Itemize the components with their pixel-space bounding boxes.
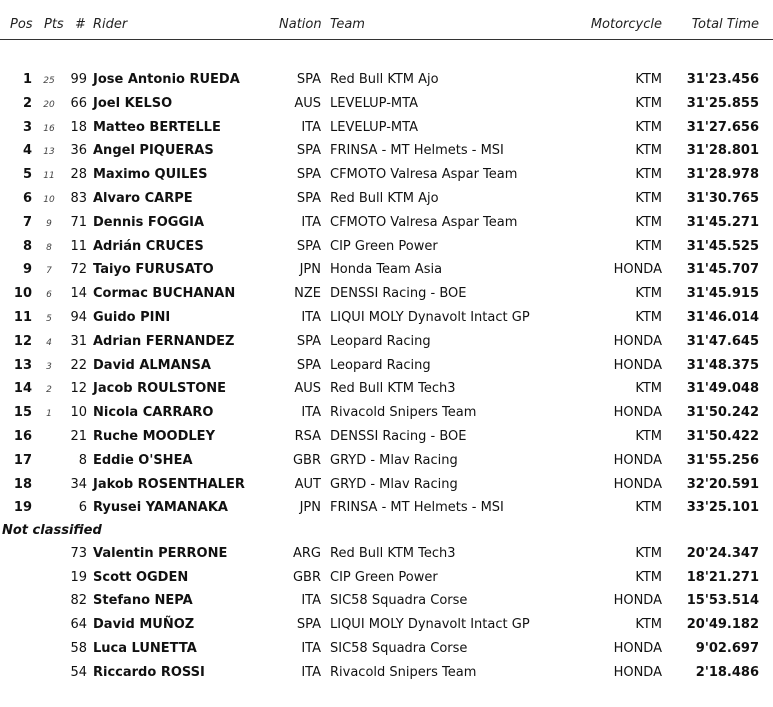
row-total-time: 31'23.456 (686, 72, 759, 87)
row-position: 18 (13, 476, 32, 492)
row-rider-name: Nicola CARRARO (93, 405, 214, 421)
row-bike-number: 58 (70, 640, 87, 656)
row-team: Red Bull KTM Ajo (330, 191, 439, 206)
row-team: LEVELUP-MTA (330, 95, 418, 111)
row-nation: SPA (296, 191, 321, 206)
row-position: 11 (13, 310, 32, 325)
row-motorcycle: KTM (635, 546, 662, 561)
row-bike-number: 18 (70, 119, 87, 135)
row-rider-name: Alvaro CARPE (93, 191, 193, 206)
row-bike-number: 14 (70, 286, 87, 302)
row-rider-name: Scott OGDEN (93, 569, 189, 585)
row-rider-name: Adrian FERNANDEZ (93, 333, 235, 349)
row-motorcycle: KTM (635, 191, 662, 206)
row-points: 16 (43, 123, 55, 134)
row-rider-name: David MUÑOZ (93, 617, 195, 633)
row-team: CIP Green Power (330, 569, 438, 585)
row-nation: RSA (294, 429, 321, 444)
row-bike-number: 31 (70, 333, 87, 349)
row-nation: ARG (293, 546, 321, 561)
row-team: Red Bull KTM Ajo (330, 72, 439, 87)
not-classified-label: Not classified (2, 523, 102, 538)
row-nation: GBR (292, 569, 321, 585)
row-team: CIP Green Power (330, 238, 438, 254)
row-bike-number: 12 (70, 381, 87, 397)
row-total-time: 15'53.514 (686, 593, 759, 609)
row-rider-name: Guido PINI (93, 310, 171, 325)
row-team: LEVELUP-MTA (330, 119, 418, 135)
row-motorcycle: KTM (635, 214, 662, 230)
row-motorcycle: KTM (635, 238, 662, 254)
row-bike-number: 22 (70, 357, 87, 373)
header-number: # (75, 17, 86, 32)
row-total-time: 31'27.656 (686, 119, 759, 135)
row-position: 13 (13, 357, 32, 373)
row-nation: SPA (296, 72, 321, 87)
row-team: Red Bull KTM Tech3 (330, 546, 456, 561)
table-row (0, 308, 773, 330)
row-bike-number: 28 (70, 167, 87, 183)
row-nation: ITA (301, 310, 321, 325)
row-position: 12 (13, 333, 32, 349)
table-row (0, 237, 773, 259)
row-team: Rivacold Snipers Team (330, 664, 477, 680)
header-divider (0, 39, 773, 40)
table-row (0, 213, 773, 235)
row-motorcycle: HONDA (613, 357, 662, 373)
row-motorcycle: HONDA (613, 664, 662, 680)
row-motorcycle: KTM (635, 167, 662, 183)
row-motorcycle: KTM (635, 500, 662, 516)
row-rider-name: Ryusei YAMANAKA (93, 500, 228, 516)
row-nation: ITA (301, 593, 321, 609)
table-row (0, 70, 773, 92)
row-rider-name: Luca LUNETTA (93, 640, 197, 656)
row-nation: JPN (299, 500, 321, 516)
row-bike-number: 99 (70, 72, 87, 87)
row-motorcycle: KTM (635, 143, 662, 159)
row-total-time: 31'45.525 (686, 238, 759, 254)
table-row (0, 544, 773, 566)
row-motorcycle: HONDA (613, 333, 662, 349)
row-rider-name: Dennis FOGGIA (93, 214, 205, 230)
row-points: 9 (46, 218, 52, 229)
row-nation: ITA (301, 640, 321, 656)
row-nation: SPA (296, 167, 321, 183)
row-total-time: 20'49.182 (686, 617, 759, 633)
row-position: 8 (22, 238, 32, 254)
row-points: 4 (46, 337, 52, 348)
row-points: 10 (43, 195, 55, 205)
row-team: CFMOTO Valresa Aspar Team (330, 167, 518, 183)
table-row (0, 260, 773, 282)
header-rider: Rider (93, 17, 128, 32)
row-nation: AUT (294, 476, 321, 492)
row-position: 6 (22, 191, 32, 206)
row-motorcycle: KTM (635, 569, 662, 585)
row-total-time: 31'49.048 (686, 381, 759, 397)
header-pos: Pos (10, 17, 33, 32)
row-points: 7 (46, 266, 52, 277)
row-rider-name: Maximo QUILES (93, 167, 208, 183)
row-nation: ITA (301, 214, 321, 230)
row-bike-number: 72 (70, 262, 87, 278)
row-nation: AUS (294, 381, 321, 397)
row-total-time: 31'28.801 (686, 143, 759, 159)
row-motorcycle: KTM (635, 617, 662, 633)
row-motorcycle: HONDA (613, 640, 662, 656)
row-team: Honda Team Asia (330, 262, 443, 278)
row-nation: SPA (296, 617, 321, 633)
row-points: 13 (43, 147, 55, 158)
row-total-time: 31'28.978 (686, 167, 759, 183)
table-row (0, 591, 773, 613)
row-nation: SPA (296, 143, 321, 159)
row-rider-name: Joel KELSO (93, 95, 173, 111)
row-total-time: 31'45.915 (686, 286, 759, 302)
row-total-time: 31'30.765 (686, 191, 759, 206)
row-motorcycle: KTM (635, 310, 662, 325)
row-motorcycle: KTM (635, 119, 662, 135)
row-team: SIC58 Squadra Corse (330, 593, 468, 609)
row-position: 17 (13, 452, 32, 468)
row-position: 3 (22, 119, 32, 135)
row-bike-number: 73 (70, 546, 87, 561)
row-total-time: 2'18.486 (695, 664, 759, 680)
header-motorcycle: Motorcycle (590, 17, 662, 32)
row-total-time: 31'46.014 (686, 310, 759, 325)
row-total-time: 31'55.256 (686, 452, 759, 468)
row-points: 11 (43, 171, 55, 182)
row-bike-number: 36 (70, 143, 87, 159)
row-nation: NZE (294, 286, 321, 302)
row-points: 8 (46, 242, 52, 253)
row-bike-number: 66 (70, 95, 87, 111)
row-total-time: 31'45.271 (686, 214, 759, 230)
row-team: Red Bull KTM Tech3 (330, 381, 456, 397)
row-nation: SPA (296, 357, 321, 373)
row-total-time: 31'47.645 (686, 333, 759, 349)
row-position: 5 (22, 167, 32, 183)
row-total-time: 31'45.707 (686, 262, 759, 278)
row-team: LIQUI MOLY Dynavolt Intact GP (330, 617, 530, 633)
row-rider-name: Angel PIQUERAS (93, 143, 214, 159)
row-team: SIC58 Squadra Corse (330, 640, 468, 656)
row-bike-number: 34 (70, 476, 87, 492)
table-row (0, 498, 773, 520)
row-rider-name: Jacob ROULSTONE (93, 381, 227, 397)
row-bike-number: 71 (70, 214, 87, 230)
row-points: 6 (46, 290, 52, 301)
row-motorcycle: KTM (635, 381, 662, 397)
row-team: Leopard Racing (330, 333, 431, 349)
row-rider-name: Jakob ROSENTHALER (93, 476, 245, 492)
table-row (0, 284, 773, 306)
row-total-time: 32'20.591 (686, 476, 759, 492)
row-position: 19 (13, 500, 32, 516)
row-motorcycle: KTM (635, 95, 662, 111)
row-position: 16 (13, 429, 32, 444)
row-team: DENSSI Racing - BOE (330, 286, 467, 302)
row-total-time: 31'50.422 (686, 429, 759, 444)
table-row (0, 165, 773, 187)
row-nation: AUS (294, 95, 321, 111)
header-team: Team (330, 17, 365, 32)
row-bike-number: 64 (70, 617, 87, 633)
row-points: 5 (46, 314, 52, 324)
row-points: 2 (46, 385, 52, 396)
header-total-time: Total Time (691, 17, 759, 32)
row-nation: ITA (301, 119, 321, 135)
row-rider-name: Cormac BUCHANAN (93, 286, 236, 302)
row-team: Leopard Racing (330, 357, 431, 373)
table-row (0, 141, 773, 163)
row-motorcycle: KTM (635, 429, 662, 444)
row-rider-name: Adrián CRUCES (93, 238, 204, 254)
row-points: 25 (43, 76, 55, 86)
row-team: FRINSA - MT Helmets - MSI (330, 143, 504, 159)
row-bike-number: 21 (70, 429, 87, 444)
table-row (0, 118, 773, 140)
row-nation: SPA (296, 238, 321, 254)
row-team: FRINSA - MT Helmets - MSI (330, 500, 504, 516)
row-points: 1 (46, 409, 52, 420)
row-team: CFMOTO Valresa Aspar Team (330, 214, 518, 230)
table-row (0, 615, 773, 637)
row-total-time: 33'25.101 (686, 500, 759, 516)
table-header (0, 15, 773, 39)
table-row (0, 427, 773, 449)
row-bike-number: 83 (70, 191, 87, 206)
row-nation: ITA (301, 405, 321, 421)
row-motorcycle: KTM (635, 286, 662, 302)
row-rider-name: Riccardo ROSSI (93, 664, 205, 680)
row-motorcycle: HONDA (613, 593, 662, 609)
table-row (0, 475, 773, 497)
row-position: 15 (13, 405, 32, 421)
row-motorcycle: HONDA (613, 405, 662, 421)
row-total-time: 31'50.242 (686, 405, 759, 421)
row-nation: JPN (299, 262, 321, 278)
table-row (0, 568, 773, 590)
table-row (0, 663, 773, 685)
row-bike-number: 8 (78, 452, 87, 468)
row-bike-number: 82 (70, 593, 87, 609)
row-position: 7 (22, 214, 32, 230)
row-total-time: 31'25.855 (686, 95, 759, 111)
table-row (0, 451, 773, 473)
table-row (0, 639, 773, 661)
row-rider-name: Eddie O'SHEA (93, 452, 193, 468)
row-points: 20 (43, 99, 55, 110)
row-team: GRYD - Mlav Racing (330, 476, 458, 492)
row-rider-name: Valentin PERRONE (93, 546, 228, 561)
row-rider-name: David ALMANSA (93, 357, 211, 373)
table-row (0, 379, 773, 401)
table-row (0, 332, 773, 354)
row-position: 9 (22, 262, 32, 278)
header-pts: Pts (44, 17, 64, 32)
row-rider-name: Stefano NEPA (93, 593, 193, 609)
row-team: LIQUI MOLY Dynavolt Intact GP (330, 310, 530, 325)
header-nation: Nation (279, 17, 322, 32)
row-position: 2 (22, 95, 32, 111)
row-team: DENSSI Racing - BOE (330, 429, 467, 444)
row-total-time: 31'48.375 (686, 357, 759, 373)
row-bike-number: 6 (78, 500, 87, 516)
row-rider-name: Taiyo FURUSATO (93, 262, 214, 278)
row-rider-name: Jose Antonio RUEDA (93, 72, 240, 87)
row-total-time: 20'24.347 (686, 546, 759, 561)
row-motorcycle: KTM (635, 72, 662, 87)
row-motorcycle: HONDA (613, 452, 662, 468)
row-nation: SPA (296, 333, 321, 349)
row-nation: ITA (301, 664, 321, 680)
row-bike-number: 11 (70, 238, 87, 254)
row-nation: GBR (292, 452, 321, 468)
row-bike-number: 10 (70, 405, 87, 421)
row-points: 3 (46, 361, 52, 372)
row-rider-name: Matteo BERTELLE (93, 119, 221, 135)
table-row (0, 189, 773, 211)
row-total-time: 18'21.271 (686, 569, 759, 585)
row-motorcycle: HONDA (613, 476, 662, 492)
row-total-time: 9'02.697 (695, 640, 759, 656)
row-motorcycle: HONDA (613, 262, 662, 278)
row-position: 4 (22, 143, 32, 159)
row-team: GRYD - Mlav Racing (330, 452, 458, 468)
table-row (0, 94, 773, 116)
table-row (0, 356, 773, 378)
row-bike-number: 19 (70, 569, 87, 585)
row-position: 10 (13, 286, 32, 302)
row-rider-name: Ruche MOODLEY (93, 429, 215, 444)
row-position: 1 (22, 72, 32, 87)
row-bike-number: 94 (70, 310, 87, 325)
table-row (0, 403, 773, 425)
row-team: Rivacold Snipers Team (330, 405, 477, 421)
row-position: 14 (13, 381, 32, 397)
row-bike-number: 54 (70, 664, 87, 680)
